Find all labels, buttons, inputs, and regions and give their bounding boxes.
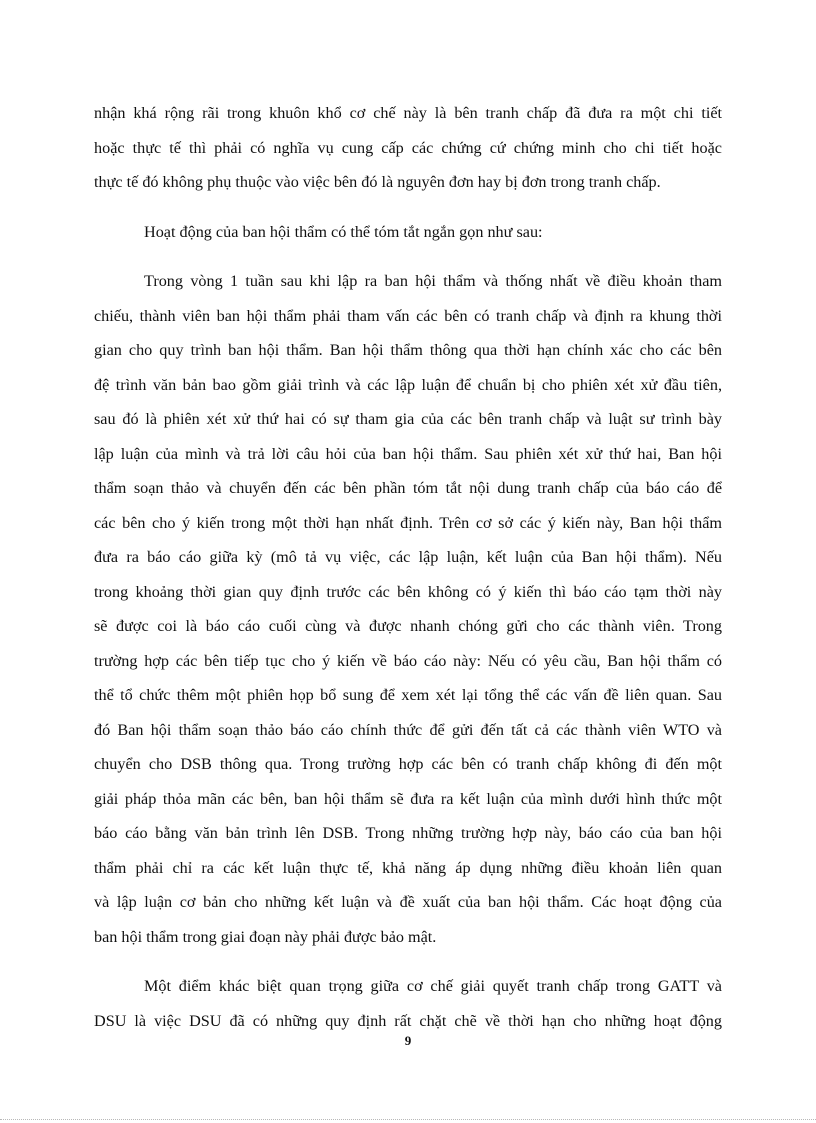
paragraph-gap [94,200,722,215]
text-line: đệ trình văn bản bao gồm giải trình và các lập luận để chuẩn bị cho phiên xét xử đầu tiên, [94,375,722,394]
text-line: Một điểm khác biệt quan trọng giữa cơ chế giải quyết tranh chấp trong GATT và [144,977,722,995]
text-line: hoặc thực tế thì phải có nghĩa vụ cung cấp các chứng cứ chứng minh cho chi tiết hoặc [94,138,722,157]
text-line: các bên cho ý kiến trong một thời hạn nhất định. Trên cơ sở các ý kiến này, Ban hội thẩm [94,513,722,532]
paragraph-gap [94,249,722,264]
text-line: gian cho quy trình ban hội thẩm. Ban hội thẩm thông qua thời hạn chính xác cho các bên [94,341,722,359]
text-line: sẽ được coi là báo cáo cuối cùng và được nhanh chóng gửi cho các thành viên. Trong [94,617,722,635]
text-line: đưa ra báo cáo giữa kỳ (mô tả vụ việc, các lập luận, kết luận của Ban hội thẩm). Nếu [94,548,722,566]
body-text [94,96,722,1038]
text-line: sau đó là phiên xét xử thứ hai có sự tham gia của các bên tranh chấp và luật sư trình bày [94,410,722,428]
text-line: thực tế đó không phụ thuộc vào việc bên đó là nguyên đơn hay bị đơn trong tranh chấp. [94,173,661,191]
text-line: ban hội thẩm trong giai đoạn này phải được bảo mật. [94,927,437,946]
text-line: thể tổ chức thêm một phiên họp bổ sung để xem xét lại tổng thể các vấn đề liên quan. Sau [94,686,722,704]
text-line: chiếu, thành viên ban hội thẩm phải tham vấn các bên có tranh chấp và định ra khung thời [94,306,722,325]
text-line: báo cáo bằng văn bản trình lên DSB. Trong những trường hợp này, báo cáo của ban hội [94,824,722,842]
text-line: chuyển cho DSB thông qua. Trong trường hợp các bên có tranh chấp không đi đến một [94,755,722,773]
page-number: 9 [404,1033,412,1048]
paragraph-burden-of-proof [94,96,722,200]
text-line: thẩm soạn thảo và chuyển đến các bên phần tóm tắt nội dung tranh chấp của báo cáo để [94,479,722,497]
paragraph-panel-procedure [94,264,722,954]
text-line: lập luận của mình và trả lời câu hỏi của ban hội thẩm. Sau phiên xét xử thứ hai, Ban hội [94,444,722,463]
paragraph-gatt-dsu-difference [94,969,722,1038]
paragraph-gap [94,954,722,969]
page-bottom-divider [0,1119,816,1120]
text-line: thẩm phải chỉ ra các kết luận thực tế, khả năng áp dụng những điều khoản liên quan [94,858,722,877]
text-line: trường hợp các bên tiếp tục cho ý kiến về báo cáo này: Nếu có yêu cầu, Ban hội thẩm có [94,651,722,670]
text-line: đó Ban hội thẩm soạn thảo báo cáo chính thức để gửi đến tất cả các thành viên WTO và [94,720,722,739]
text-line: DSU là việc DSU đã có những quy định rất chặt chẽ về thời hạn cho những hoạt động [94,1011,722,1030]
paragraph-panel-summary-intro [94,215,722,250]
text-line: trong khoảng thời gian quy định trước các bên không có ý kiến thì báo cáo tạm thời này [94,582,722,601]
text-line: Trong vòng 1 tuần sau khi lập ra ban hội thẩm và thống nhất về điều khoản tham [144,272,722,290]
text-line: Hoạt động của ban hội thẩm có thể tóm tắt ngắn gọn như sau: [144,222,543,241]
text-line: và lập luận cơ bản cho những kết luận và đề xuất của ban hội thẩm. Các hoạt động của [94,893,722,911]
text-line: nhận khá rộng rãi trong khuôn khổ cơ chế này là bên tranh chấp đã đưa ra một chi tiết [94,104,722,122]
text-line: giải pháp thỏa mãn các bên, ban hội thẩm sẽ đưa ra kết luận của mình dưới hình thức một [94,789,722,808]
